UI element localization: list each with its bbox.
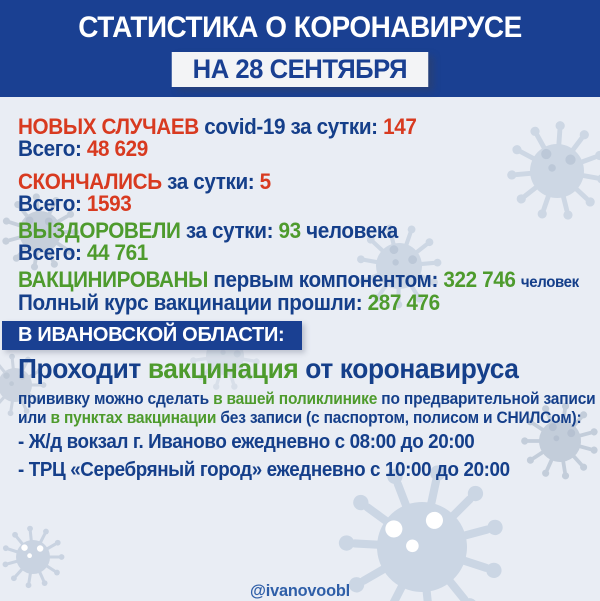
- info-2a: или: [18, 409, 47, 427]
- location-item-mall: [18, 459, 510, 482]
- recovered-value: 93: [278, 218, 301, 243]
- headline-part-b: вакцинация: [147, 353, 299, 384]
- stat-deaths-total: [18, 192, 131, 216]
- deaths-value: 5: [259, 169, 271, 194]
- new-cases-mid: covid-19 за сутки:: [204, 114, 378, 139]
- stat-vaccinated-full: [18, 291, 440, 315]
- total-label: Всего:: [18, 136, 82, 161]
- info-1c: по предварительной записи: [381, 390, 596, 408]
- deaths-label: СКОНЧАЛИСЬ: [18, 169, 162, 194]
- stat-recovered-total: [18, 241, 148, 265]
- stat-new-cases-total: [18, 137, 148, 161]
- vaccination-headline: [18, 354, 519, 384]
- info-line-1: [18, 390, 596, 409]
- recovered-label: ВЫЗДОРОВЕЛИ: [18, 218, 181, 243]
- info-2b: в пунктах вакцинации: [50, 409, 217, 427]
- info-1b: в вашей поликлинике: [213, 390, 378, 408]
- location-name: - Ж/д вокзал г. Иваново: [18, 431, 227, 453]
- vaccinated-mid: первым компонентом:: [213, 267, 438, 292]
- vaccinated-suffix: человек: [520, 274, 579, 291]
- vaccinated-label: ВАКЦИНИРОВАНЫ: [18, 267, 208, 292]
- total-value: 1593: [86, 191, 132, 216]
- full-course-label: Полный курс вакцинации прошли:: [18, 290, 363, 315]
- total-value: 48 629: [86, 136, 148, 161]
- headline-part-a: Проходит: [18, 353, 141, 384]
- total-label: Всего:: [18, 240, 82, 265]
- deaths-mid: за сутки:: [167, 169, 255, 194]
- location-schedule: ежедневно с 08:00 до 20:00: [231, 431, 475, 453]
- headline-part-c: от коронавируса: [305, 353, 519, 384]
- info-1a: прививку можно сделать: [18, 390, 209, 408]
- social-handle: @ivanovoobl: [250, 581, 350, 600]
- full-course-value: 287 476: [367, 290, 440, 315]
- info-2c: без записи (с паспортом, полисом и СНИЛСом):: [220, 409, 582, 427]
- location-item-railway: [18, 431, 474, 454]
- header-banner: [0, 0, 600, 97]
- total-value: 44 761: [86, 240, 148, 265]
- total-label: Всего:: [18, 191, 82, 216]
- new-cases-value: 147: [383, 114, 417, 139]
- recovered-suffix: человека: [306, 218, 398, 243]
- location-schedule: ежедневно с 10:00 до 20:00: [266, 459, 510, 481]
- date-badge-wrap: [0, 52, 600, 87]
- location-name: - ТРЦ «Серебряный город»: [18, 459, 262, 481]
- recovered-mid: за сутки:: [185, 218, 274, 243]
- date-badge: НА 28 СЕНТЯБРЯ: [172, 52, 428, 87]
- vaccinated-value: 322 746: [443, 267, 516, 292]
- info-line-2: [18, 409, 582, 428]
- region-badge: В ИВАНОВСКОЙ ОБЛАСТИ:: [2, 321, 302, 350]
- new-cases-label: НОВЫХ СЛУЧАЕВ: [18, 114, 199, 139]
- page-title: СТАТИСТИКА О КОРОНАВИРУСЕ: [78, 11, 522, 44]
